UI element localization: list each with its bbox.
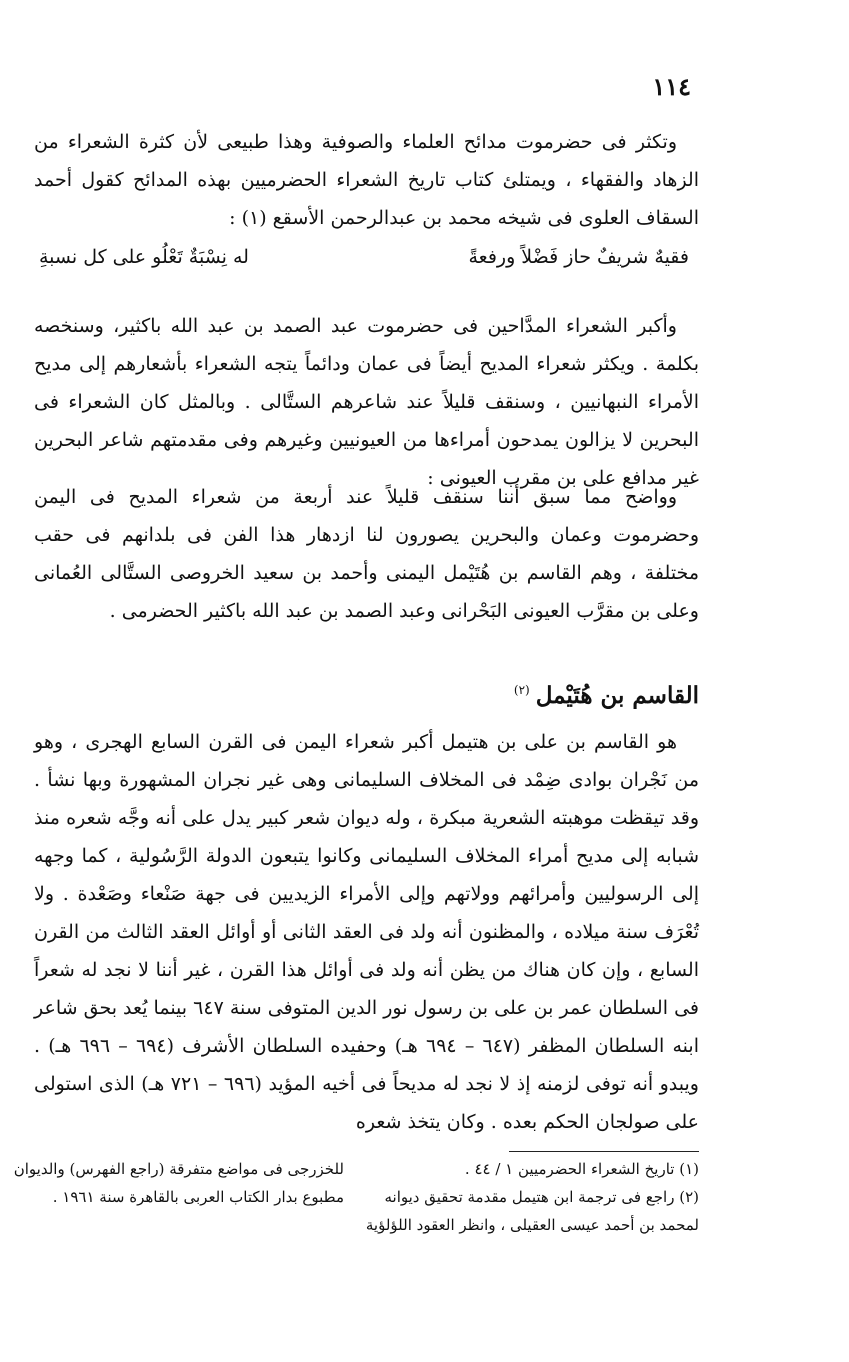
footnotes-column-left (13, 1155, 344, 1211)
paragraph-panegyric-poets (34, 307, 699, 497)
footnote-1: (١) تاريخ الشعراء الحضرميين ١ / ٤٤ . (464, 1160, 699, 1178)
footnote-2-cont-line-1: للخزرجى فى مواضع متفرقة (راجع الفهرس) والديوان (13, 1160, 344, 1178)
paragraph-text: هو القاسم بن على بن هتيمل أكبر شعراء اليمن فى القرن السابع الهجرى ، وهو من نَجْران بوادى ضِمْد فى المخلاف السليمانى وهى غير نجران المشهورة وبها نشأ . وقد تيقظت موهبته الشعرية مبكرة ، وله ديوان شعر كبير يدل على أنه وجَّه شعره منذ شبابه إلى مديح أمراء المخلاف السليمانى وكانوا يتبعون الدولة الرَّسُولية ، كما وجهه إلى الرسوليين وأمرائهم وولاتهم وإلى الأمراء الزيديين فى جهة صَنْعاء وصَعْدة . ولا تُعْرَف سنة ميلاده ، والمظنون أنه ولد فى العقد الثانى أو أوائل العقد الثالث من القرن السابع ، وإن كان هناك من يظن أنه ولد فى أوائل هذا القرن ، غير أننا لا نجد له شعراً فى السلطان عمر بن على بن رسول نور الدين المتوفى سنة ٦٤٧ بينما يُعد بحق شاعر ابنه السلطان المظفر (٦٤٧ – ٦٩٤ هـ) وحفيده السلطان الأشرف (٦٩٤ – ٦٩٦ هـ) . ويبدو أنه توفى لزمنه إذ لا نجد له مديحاً فى أخيه المؤيد (٦٩٦ – ٧٢١ هـ) الذى استولى على صولجان الحكم بعده . وكان يتخذ شعره (34, 731, 699, 1133)
section-title: القاسم بن هُتَيْمل (535, 682, 699, 709)
poem-verse (39, 246, 689, 286)
footnote-2-cont-line-2: مطبوع بدار الكتاب العربى بالقاهرة سنة ١٩٦١ . (52, 1188, 344, 1206)
paragraph-text: وتكثر فى حضرموت مدائح العلماء والصوفية وهذا طبيعى لأن كثرة الشعراء من الزهاد والفقهاء ، ويمتلئ كتاب تاريخ الشعراء الحضرميين بهذه المدائح كقول أحمد السقاف العلوى فى شيخه محمد بن عبدالرحمن الأسقع (١) : (34, 131, 699, 229)
footnotes-column-right (354, 1155, 699, 1239)
paragraph-text: وأكبر الشعراء المدَّاحين فى حضرموت عبد الصمد بن عبد الله باكثير، وسنخصه بكلمة . ويكثر شعراء المديح أيضاً فى عمان ودائماً يتجه الشعراء بأشعارهم إلى مديح الأمراء النبهانيين ، وسنقف قليلاً عند شاعرهم الستَّالى . وبالمثل كان الشعراء فى البحرين لا يزالون يمدحون أمراءها من العيونيين وغيرهم وفى مقدمتهم شاعر البحرين غير مدافع على بن مقرب العيونى : (34, 315, 699, 489)
paragraph-biography (34, 723, 699, 1141)
footnote-2-line-2: لمحمد بن أحمد عيسى العقيلى ، وانظر العقود اللؤلؤية (365, 1216, 699, 1234)
footnote-reference: (٢) (513, 683, 530, 698)
verse-second-hemistich: له نِسْبَةٌ تَعْلُو على كل نسبةِ (39, 246, 249, 268)
footnote-2-line-1: (٢) راجع فى ترجمة ابن هتيمل مقدمة تحقيق ديوانه (384, 1188, 699, 1206)
verse-first-hemistich: فقيهٌ شريفٌ حاز فَضْلاً ورفعةً (468, 246, 689, 268)
paragraph-hadramawt-praise (34, 123, 699, 237)
footnote-divider (509, 1151, 699, 1152)
paragraph-text: وواضح مما سبق أننا سنقف قليلاً عند أربعة من شعراء المديح فى اليمن وحضرموت وعمان والبحرين يصورون لنا ازدهار هذا الفن فى بلدانهم فى حقب مختلفة ، وهم القاسم بن هُتَيْمل اليمنى وأحمد بن سعيد الخروصى الستَّالى العُمانى وعلى بن مقرَّب العيونى البَحْرانى وعبد الصمد بن عبد الله باكثير الحضرمى . (34, 486, 699, 622)
page-number: ١١٤ (652, 72, 691, 101)
section-heading (514, 682, 699, 709)
paragraph-four-poets (34, 478, 699, 630)
